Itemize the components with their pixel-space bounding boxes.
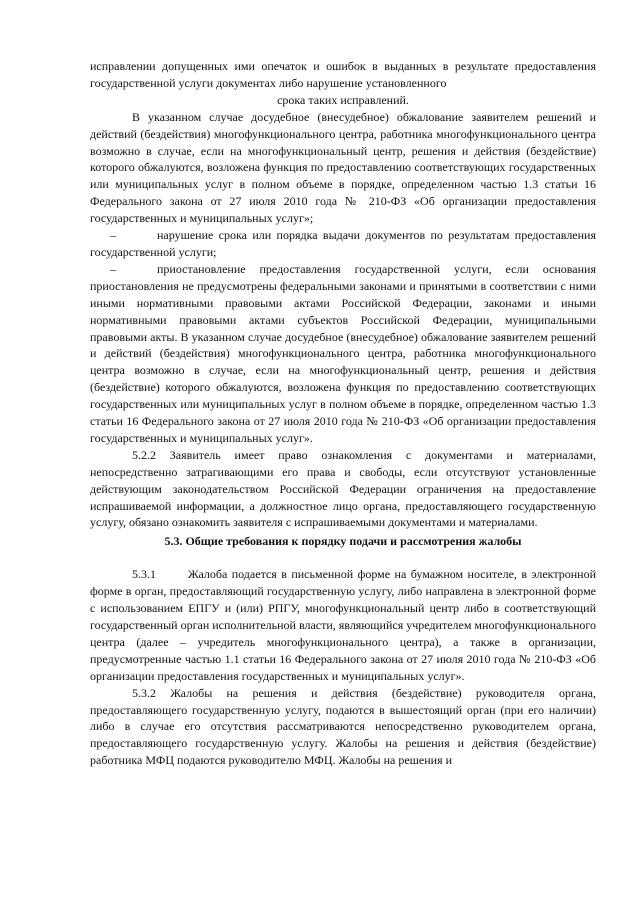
paragraph-5-3-1	[90, 566, 596, 684]
paragraph-5-2-2: 5.2.2 Заявитель имеет право ознакомления с документами и материалами, непосредственно затрагивающими его права и свободы, если отсутствуют установленные действующим законодательством Российской Федерации ограничения на предоставление испрашиваемой информации, а должностное лицо органа, предоставляющего государственную услугу, обязано ознакомить заявителя с испрашиваемыми документами и материалами.	[90, 447, 596, 530]
dash-marker: –	[110, 228, 116, 243]
dash-marker: –	[110, 261, 116, 276]
list-item-text: приостановление предоставления государственной услуги, если основания приостановления не предусмотрены федеральными законами и принятыми в соответствии с ними иными нормативными правовыми актами Российской Федерации, законами и иными нормативными правовыми актами субъектов Российской Федерации, муниципальными правовыми акты. В указанном случае досудебное (внесудебное) обжалование заявителем решений и действий (бездействия) многофункционального центра, работника многофункционального центра возможно в случае, если на многофункциональный центр, решения и действия (бездействие) которого обжалуются, возложена функция по предоставлению соответствующих государственных или муниципальных услуг в полном объеме в порядке, определенном частью 1.3 статьи 16 Федерального закона от 27 июля 2010 года № 210-ФЗ «Об организации предоставления государственных и муниципальных услуг».	[90, 261, 596, 445]
paragraph-5-3-2: 5.3.2 Жалобы на решения и действия (бездействие) руководителя органа, предоставляющего государственную услугу, подаются в вышестоящий орган (при его наличии) либо в случае его отсутствия рассматриваются непосредственно руководителем органа, предоставляющего государственную услугу. Жалобы на решения и действия (бездействие) работника МФЦ подаются руководителю МФЦ. Жалобы на решения и	[90, 685, 596, 768]
clause-number: 5.3.1	[132, 567, 156, 582]
section-heading-5-3: 5.3. Общие требования к порядку подачи и рассмотрения жалобы	[164, 534, 522, 549]
document-page	[90, 58, 596, 769]
paragraph-continuation-tail: срока таких исправлений.	[277, 92, 409, 107]
clause-text: Жалоба подается в письменной форме на бумажном носителе, в электронной форме в орган, предоставляющий государственную услугу, либо направлена в электронной форме с использованием ЕПГУ и (или) РПГУ, многофункциональный центр либо в соответствующий государственный орган исполнительной власти, являющийся учредителем многофункционального центра (далее – учредитель многофункционального центра), а также в организации, предусмотренные частью 1.1 статьи 16 Федерального закона от 27 июля 2010 года № 210-ФЗ «Об организации предоставления государственных и муниципальных услуг».	[90, 567, 596, 683]
paragraph-appeal-mfc: В указанном случае досудебное (внесудебное) обжалование заявителем решений и действий (бездействия) многофункционального центра, работника многофункционального центра возможно в случае, если на многофункциональный центр, решения и действия (бездействие) которого обжалуются, возложена функция по предоставлению соответствующих государственных или муниципальных услуг в полном объеме в порядке, определенном частью 1.3 статьи 16 Федерального закона от 27 июля 2010 года № 210-ФЗ «Об организации предоставления государственных и муниципальных услуг»;	[90, 109, 596, 226]
list-item-text: нарушение срока или порядка выдачи документов по результатам предоставления государственной услуги;	[90, 228, 596, 259]
list-item-suspension	[90, 261, 596, 447]
list-item-deadline-violation	[90, 227, 596, 261]
paragraph-continuation: исправлении допущенных ими опечаток и ошибок в выданных в результате предоставления государственной услуги документах либо нарушение установленного	[90, 59, 596, 90]
